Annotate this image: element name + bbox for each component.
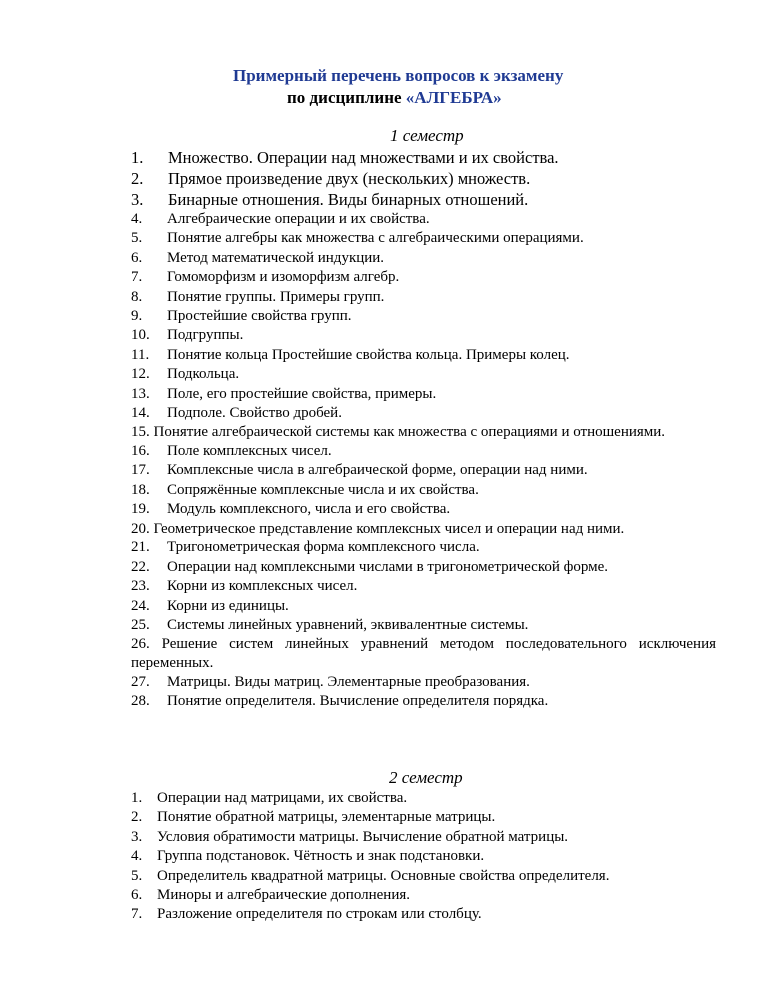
question-text: Модуль комплексного, числа и его свойства. — [167, 501, 451, 518]
question-text: Сопряжённые комплексные числа и их свойства. — [167, 481, 479, 498]
question-text: Разложение определителя по строкам или столбцу. — [157, 906, 482, 923]
question-number: 3. — [131, 828, 143, 845]
list-item — [131, 346, 716, 365]
question-number: 26. — [131, 636, 150, 653]
question-number: 7. — [131, 906, 143, 923]
semester-heading-1: 1 семестр — [390, 126, 464, 145]
question-number: 1. — [131, 790, 143, 806]
question-text: Условия обратимости матрицы. Вычисление обратной матрицы. — [157, 828, 569, 845]
question-text: Решение систем линейных уравнений методом последовательного исключения переменных. — [131, 636, 717, 671]
question-number: 24. — [131, 597, 150, 614]
list-item — [131, 210, 716, 229]
question-number: 3. — [131, 190, 144, 209]
list-item — [131, 404, 716, 423]
list-item — [131, 886, 716, 905]
question-text: Понятие кольца Простейшие свойства кольца. Примеры колец. — [167, 346, 570, 363]
question-text: Тригонометрическая форма комплексного числа. — [167, 539, 480, 556]
question-text: Понятие алгебраической системы как множества с операциями и отношениями. — [153, 424, 666, 441]
question-text: Прямое произведение двух (нескольких) множеств. — [168, 169, 531, 188]
document-title: Примерный перечень вопросов к экзамену — [233, 66, 564, 85]
list-item — [131, 808, 716, 827]
list-item — [131, 442, 716, 461]
question-text: Понятие алгебры как множества с алгебраическими операциями. — [167, 230, 584, 247]
question-number: 21. — [131, 539, 150, 556]
question-text: Операции над комплексными числами в тригонометрической форме. — [167, 558, 609, 575]
list-item — [131, 828, 716, 847]
question-text: Гомоморфизм и изоморфизм алгебр. — [167, 269, 400, 286]
list-item — [131, 616, 716, 635]
question-number: 4. — [131, 211, 143, 227]
list-item — [131, 558, 716, 577]
question-text: Группа подстановок. Чётность и знак подстановки. — [157, 848, 485, 865]
question-text: Определитель квадратной матрицы. Основные свойства определителя. — [157, 867, 610, 884]
list-item — [131, 423, 716, 442]
question-number: 11. — [131, 346, 150, 363]
list-item — [131, 385, 716, 404]
list-item — [131, 500, 716, 519]
document-subtitle — [287, 88, 502, 108]
question-number: 18. — [131, 481, 150, 498]
question-text: Алгебраические операции и их свойства. — [167, 211, 430, 227]
list-item — [131, 268, 716, 287]
question-text: Миноры и алгебраические дополнения. — [157, 887, 410, 904]
question-text: Комплексные числа в алгебраической форме, операции над ними. — [167, 462, 588, 479]
question-number: 1. — [131, 148, 144, 167]
question-number: 7. — [131, 269, 143, 286]
question-number: 22. — [131, 558, 150, 575]
question-number: 9. — [131, 308, 143, 325]
question-text: Корни из комплексных чисел. — [167, 578, 358, 595]
subject-name: «АЛГЕБРА» — [405, 88, 502, 107]
question-number: 27. — [131, 673, 150, 690]
question-number: 4. — [131, 848, 143, 865]
question-text: Операции над матрицами, их свойства. — [157, 790, 408, 806]
list-item — [131, 229, 716, 248]
question-text: Поле, его простейшие свойства, примеры. — [167, 385, 437, 402]
list-item — [131, 673, 716, 692]
question-number: 12. — [131, 366, 150, 383]
question-text: Понятие группы. Примеры групп. — [167, 288, 385, 305]
list-item — [131, 189, 716, 210]
list-item — [131, 326, 716, 345]
question-number: 6. — [131, 887, 143, 904]
question-text: Геометрическое представление комплексных чисел и операции над ними. — [153, 520, 625, 537]
question-text: Подкольца. — [167, 366, 240, 383]
question-number: 2. — [131, 169, 144, 188]
question-text: Подполе. Свойство дробей. — [167, 405, 342, 422]
question-text: Понятие определителя. Вычисление определителя порядка. — [167, 692, 549, 709]
question-number: 6. — [131, 249, 143, 266]
question-number: 15. — [131, 424, 150, 441]
question-number: 20. — [131, 520, 150, 537]
list-item — [131, 789, 716, 808]
list-item — [131, 249, 716, 268]
question-number: 14. — [131, 405, 150, 422]
question-text: Матрицы. Виды матриц. Элементарные преобразования. — [167, 673, 530, 690]
question-text: Метод математической индукции. — [167, 249, 385, 266]
list-item — [131, 461, 716, 480]
question-number: 17. — [131, 462, 150, 479]
list-item — [131, 635, 716, 672]
question-number: 8. — [131, 288, 143, 305]
question-text: Поле комплексных чисел. — [167, 443, 332, 460]
list-item — [131, 692, 716, 711]
question-number: 28. — [131, 692, 150, 709]
list-item — [131, 867, 716, 886]
question-number: 13. — [131, 385, 150, 402]
question-number: 10. — [131, 327, 150, 344]
question-number: 25. — [131, 616, 150, 633]
question-text: Простейшие свойства групп. — [167, 308, 352, 325]
list-item — [131, 905, 716, 924]
list-item — [131, 168, 716, 189]
list-item — [131, 538, 716, 557]
list-item — [131, 520, 716, 539]
list-item — [131, 577, 716, 596]
question-number: 2. — [131, 809, 143, 826]
list-item — [131, 481, 716, 500]
question-number: 23. — [131, 578, 150, 595]
list-item — [131, 597, 716, 616]
list-item — [131, 147, 716, 168]
question-number: 16. — [131, 443, 150, 460]
subtitle-prefix: по дисциплине — [287, 88, 406, 107]
question-text: Понятие обратной матрицы, элементарные матрицы. — [157, 809, 496, 826]
list-item — [131, 307, 716, 326]
question-number: 19. — [131, 501, 150, 518]
question-text: Бинарные отношения. Виды бинарных отношений. — [168, 190, 529, 209]
question-text: Корни из единицы. — [167, 597, 289, 614]
question-list-semester-1 — [131, 147, 716, 711]
question-text: Подгруппы. — [167, 327, 244, 344]
question-number: 5. — [131, 230, 143, 247]
list-item — [131, 288, 716, 307]
semester-heading-2: 2 семестр — [389, 768, 463, 787]
question-list-semester-2 — [131, 789, 716, 925]
question-number: 5. — [131, 867, 143, 884]
question-text: Множество. Операции над множествами и их свойства. — [168, 148, 559, 167]
list-item — [131, 847, 716, 866]
question-text: Системы линейных уравнений, эквивалентные системы. — [167, 616, 529, 633]
list-item — [131, 365, 716, 384]
